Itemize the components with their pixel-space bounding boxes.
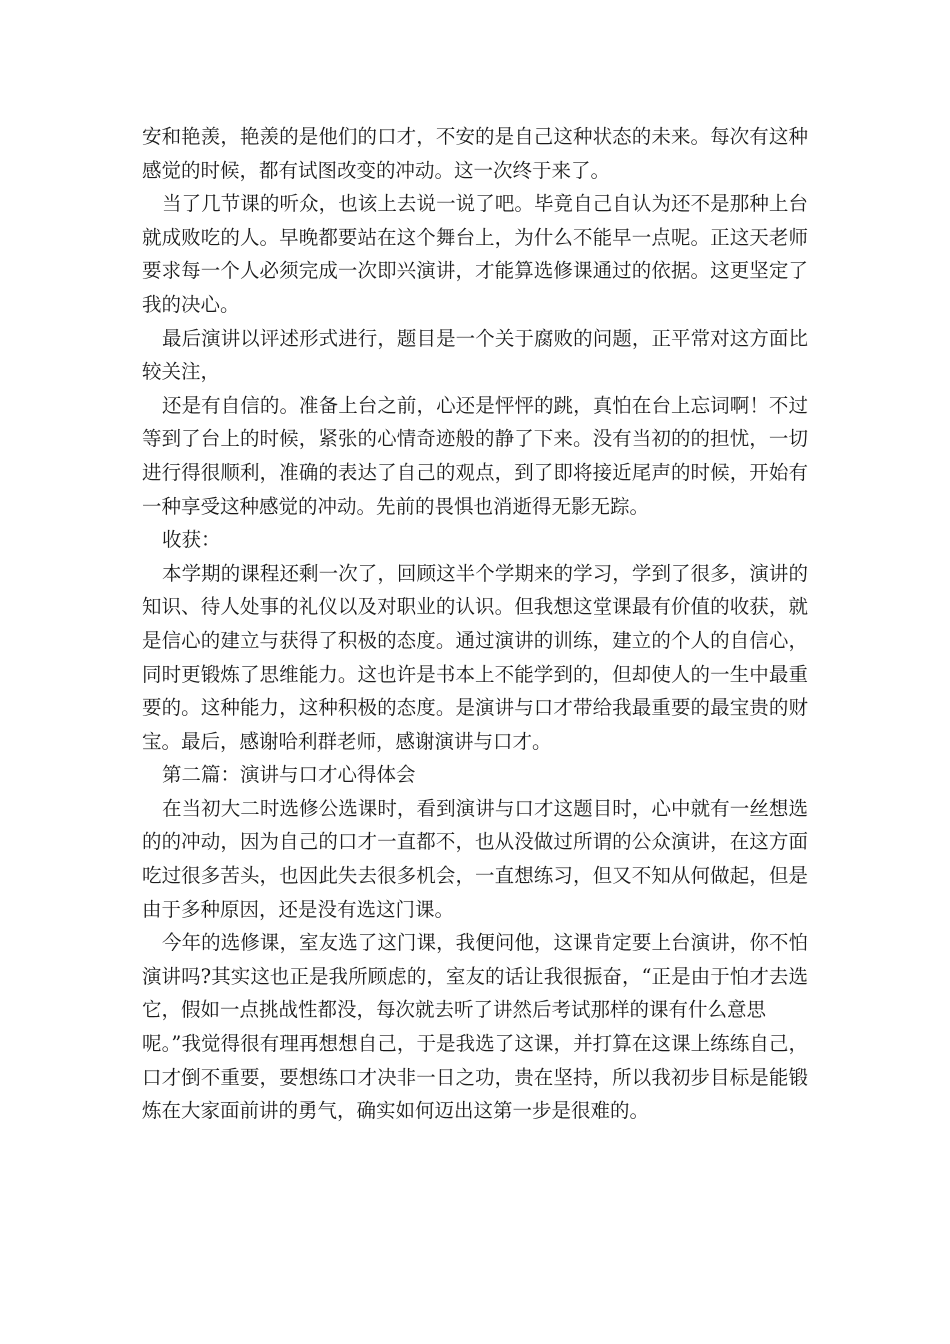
paragraph-2: 当了几节课的听众，也该上去说一说了吧。毕竟自己自认为还不是那种上台就成败吃的人。早晚都要站在这个舞台上，为什么不能早一点呢。正这天老师要求每一个人必须完成一次即兴演讲，才能算选修课通过的依据。这更坚定了我的决心。 xyxy=(142,192,808,316)
paragraph-8: 呢。”我觉得很有理再想想自己，于是我选了这课，并打算在这课上练练自己，口才倒不重要，要想练口才决非一日之功，贵在坚持，所以我初步目标是能锻炼在大家面前讲的勇气，确实如何迈出这第一步是很难的。 xyxy=(142,1032,808,1123)
paragraph-4: 还是有自信的。准备上台之前，心还是怦怦的跳，真怕在台上忘词啊！不过等到了台上的时候，紧张的心情奇迹般的静了下来。没有当初的的担忧，一切进行得很顺利，准确的表达了自己的观点，到了即将接近尾声的时候，开始有一种享受这种感觉的冲动。先前的畏惧也消逝得无影无踪。 xyxy=(142,393,808,518)
paragraph-7: 今年的选修课，室友选了这门课，我便问他，这课肯定要上台演讲，你不怕演讲吗?其实这也正是我所顾虑的，室友的话让我很振奋，“正是由于怕才去选它，假如一点挑战性都没，每次就去听了讲然后考试那样的课有什么意思 xyxy=(142,931,808,1022)
section-label-harvest: 收获： xyxy=(162,528,221,552)
document-body xyxy=(142,120,808,1128)
paragraph-5: 本学期的课程还剩一次了，回顾这半个学期来的学习，学到了很多，演讲的知识、待人处事的礼仪以及对职业的认识。但我想这堂课最有价值的收获，就是信心的建立与获得了积极的态度。通过演讲的训练，建立的个人的自信心，同时更锻炼了思维能力。这也许是书本上不能学到的，但却使人的一生中最重要的。这种能力，这种积极的态度。是演讲与口才带给我最重要的最宝贵的财宝。最后，感谢哈利群老师，感谢演讲与口才。 xyxy=(142,561,808,753)
paragraph-3: 最后演讲以评述形式进行，题目是一个关于腐败的问题，正平常对这方面比较关注， xyxy=(142,326,808,384)
paragraph-6: 在当初大二时选修公选课时，看到演讲与口才这题目时，心中就有一丝想选的的冲动，因为自己的口才一直都不，也从没做过所谓的公众演讲，在这方面吃过很多苦头，也因此失去很多机会，一直想练习，但又不知从何做起，但是由于多种原因，还是没有选这门课。 xyxy=(142,796,808,921)
section-heading-part-two: 第二篇：演讲与口才心得体会 xyxy=(162,763,416,787)
paragraph-1: 安和艳羡，艳羡的是他们的口才，不安的是自己这种状态的未来。每次有这种感觉的时候，都有试图改变的冲动。这一次终于来了。 xyxy=(142,125,808,182)
